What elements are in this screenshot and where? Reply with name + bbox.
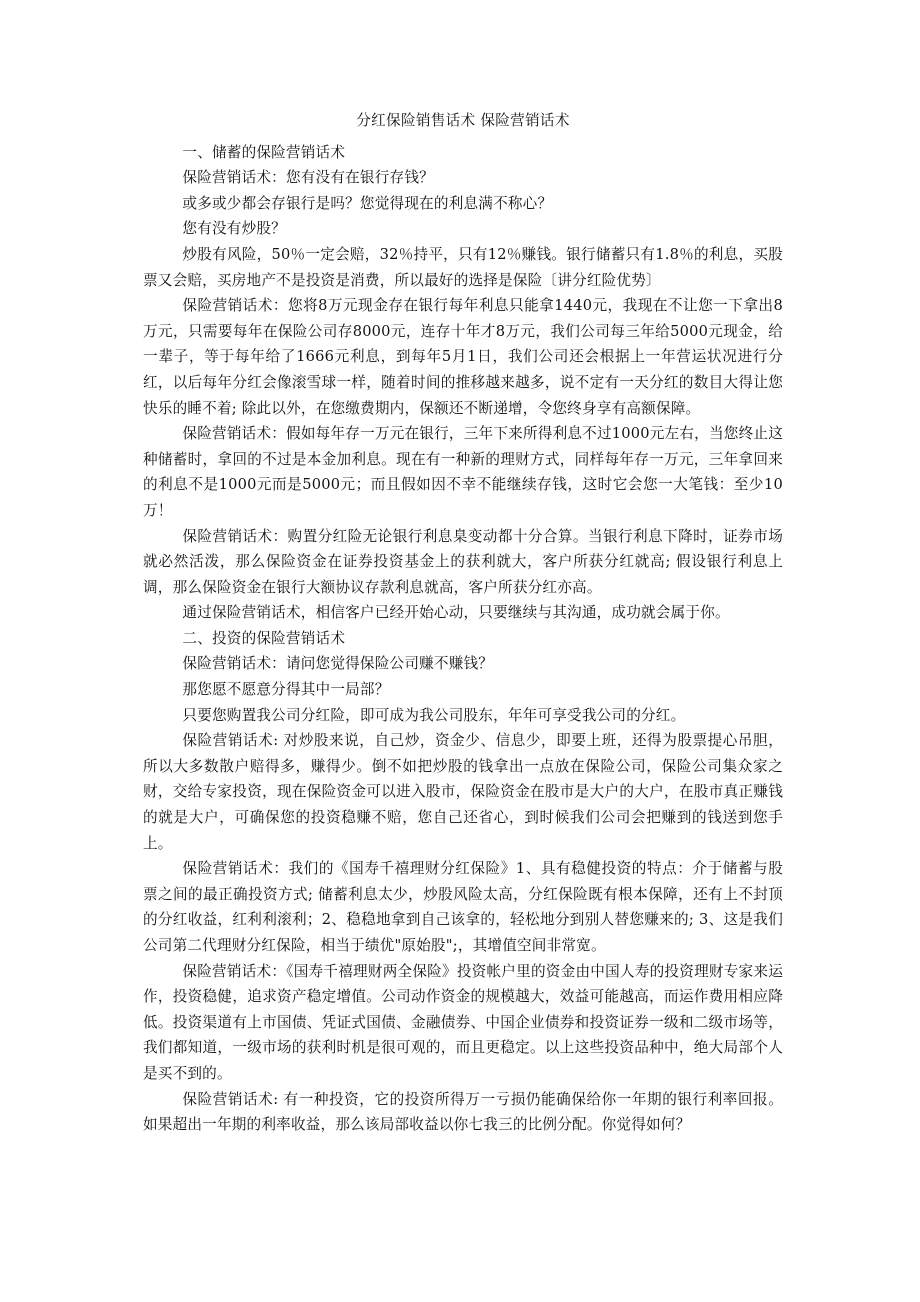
paragraph: 保险营销话术：《国寿千禧理财两全保险》投资帐户里的资金由中国人寿的投资理财专家来运作，投资稳健，追求资产稳定增值。公司动作资金的规模越大，效益可能越高，而运作费用相应降低。投资渠道有上市国债、凭证式国债、金融债券、中国企业债券和投资证券一级和二级市场等，我们都知道，一级市场的获利时机是很可观的，而且更稳定。以上这些投资品种中，绝大局部个人是买不到的。 bbox=[143, 962, 783, 1082]
paragraph: 保险营销话术: 有一种投资，它的投资所得万一亏损仍能确保给你一年期的银行利率回报。如果超出一年期的利率收益，那么该局部收益以你七我三的比例分配。你觉得如何？ bbox=[143, 1090, 783, 1134]
heading-savings: 一、储蓄的保险营销话术 bbox=[182, 143, 346, 161]
paragraph: 保险营销话术：购置分红险无论银行利息臬变动都十分合算。当银行利息下降时，证券市场就必然活泼，那么保险资金在证券投资基金上的获利就大，客户所获分红就高; 假设银行利息上调，那么保险资金在银行大额协议存款利息就高，客户所获分红亦高。 bbox=[143, 527, 783, 596]
paragraph: 保险营销话术：假如每年存一万元在银行，三年下来所得利息不过1000元左右，当您终止这种储蓄时，拿回的不过是本金加利息。现在有一种新的理财方式，同样每年存一万元，三年拿回来的利息不是1000元而是5000元；而且假如因不幸不能继续存钱，这时它会您一大笔钱：至少10万！ bbox=[143, 425, 783, 519]
paragraph: 保险营销话术: 对炒股来说，自己炒，资金少、信息少，即要上班，还得为股票提心吊胆，所以大多数散户赔得多，赚得少。倒不如把炒股的钱拿出一点放在保险公司，保险公司集众家之财，交给专家投资，现在保险资金可以进入股市，保险资金在股市是大户的大户，在股市真正赚钱的就是大户，可确保您的投资稳赚不赔，您自己还省心，到时候我们公司会把赚到的钱送到您手上。 bbox=[143, 732, 783, 852]
paragraph: 通过保险营销话术，相信客户已经开始心动，只要继续与其沟通，成功就会属于你。 bbox=[182, 604, 730, 622]
paragraph: 那您愿不愿意分得其中一局部？ bbox=[182, 681, 390, 699]
paragraph: 只要您购置我公司分红险，即可成为我公司股东，年年可享受我公司的分红。 bbox=[182, 706, 686, 724]
heading-investment: 二、投资的保险营销话术 bbox=[182, 629, 346, 647]
paragraph: 或多或少都会存银行是吗？您觉得现在的利息满不称心？ bbox=[182, 194, 553, 212]
document-title: 分红保险销售话术 保险营销话术 bbox=[356, 112, 570, 129]
document-page bbox=[143, 108, 783, 1138]
paragraph: 保险营销话术：您将8万元现金存在银行每年利息只能拿1440元，我现在不让您一下拿出8万元，只需要每年在保险公司存8000元，连存十年才8万元，我们公司每三年给5000元现金，给一辈子，等于每年给了1666元利息，到每年5月1日，我们公司还会根据上一年营运状况进行分红，以后每年分红会像滚雪球一样，随着时间的推移越来越多，说不定有一天分红的数目大得让您快乐的睡不着; 除此以外，在您缴费期内，保额还不断递增，令您终身享有高额保障。 bbox=[143, 297, 783, 417]
paragraph: 您有没有炒股？ bbox=[182, 220, 286, 238]
paragraph: 保险营销话术：您有没有在银行存钱？ bbox=[182, 169, 434, 187]
paragraph: 保险营销话术：我们的《国寿千禧理财分红保险》1、具有稳健投资的特点：介于储蓄与股票之间的最正确投资方式; 储蓄利息太少，炒股风险太高，分红保险既有根本保障，还有上不封顶的分红收益，红利利滚利；2、稳稳地拿到自己该拿的，轻松地分到别人替您赚来的; 3、这是我们公司第二代理财分红保险，相当于绩优"原始股";，其增值空间非常宽。 bbox=[143, 860, 783, 954]
paragraph: 保险营销话术：请问您觉得保险公司赚不赚钱？ bbox=[182, 655, 494, 673]
paragraph: 炒股有风险，50％一定会赔，32％持平，只有12％赚钱。银行储蓄只有1.8％的利息，买股票又会赔，买房地产不是投资是消费，所以最好的选择是保险〔讲分红险优势〕 bbox=[143, 245, 783, 289]
